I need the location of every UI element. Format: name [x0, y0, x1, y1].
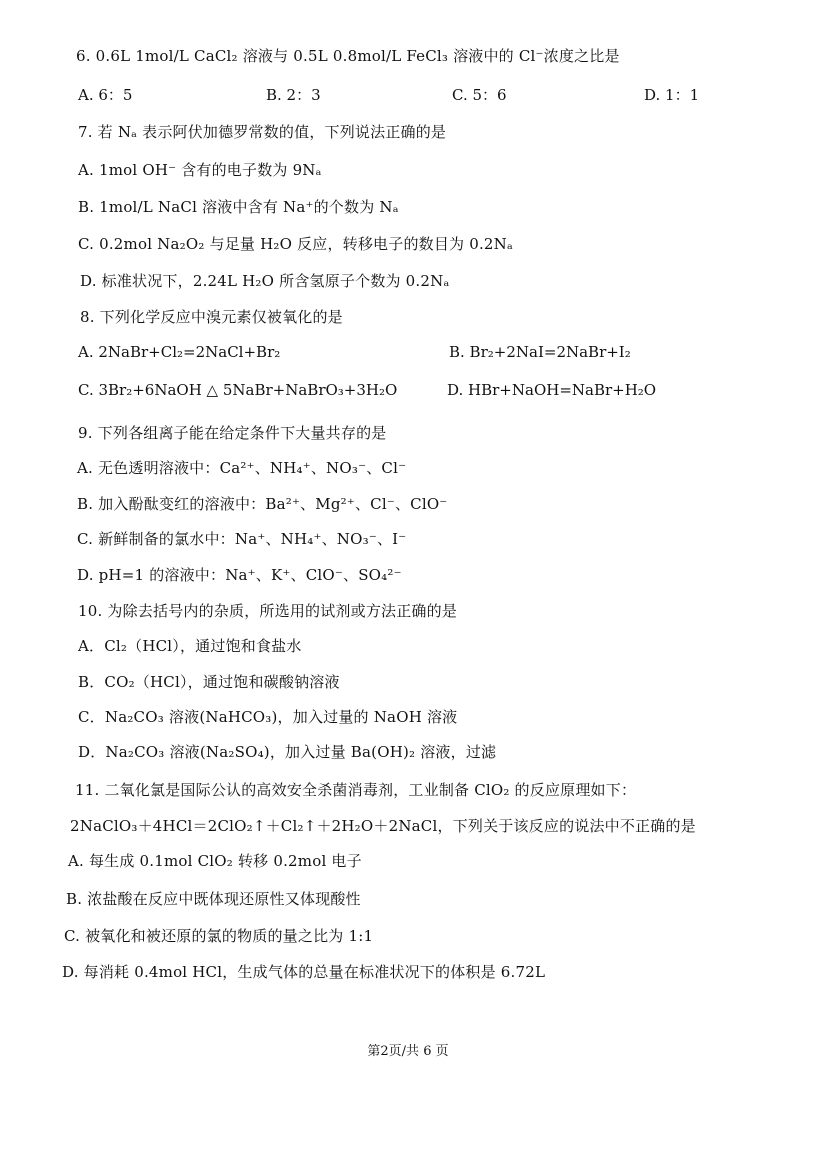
q8-option-d: D. HBr+NaOH=NaBr+H₂O: [447, 381, 657, 399]
q10-option-d: D．Na₂CO₃ 溶液(Na₂SO₄)，加入过量 Ba(OH)₂ 溶液，过滤: [78, 743, 497, 761]
q8-option-b: B. Br₂+2NaI=2NaBr+I₂: [449, 343, 631, 361]
q7-option-b: B. 1mol/L NaCl 溶液中含有 Na⁺的个数为 Nₐ: [78, 198, 399, 216]
q11-option-c: C. 被氧化和被还原的氯的物质的量之比为 1:1: [64, 927, 374, 945]
q8-stem: 8. 下列化学反应中溴元素仅被氧化的是: [80, 308, 343, 326]
q9-option-d: D. pH=1 的溶液中：Na⁺、K⁺、ClO⁻、SO₄²⁻: [77, 566, 402, 584]
q11-option-b: B. 浓盐酸在反应中既体现还原性又体现酸性: [66, 890, 361, 908]
q6-option-b: B. 2：3: [266, 86, 321, 104]
q6-option-c: C. 5：6: [452, 86, 507, 104]
q7-option-a: A. 1mol OH⁻ 含有的电子数为 9Nₐ: [78, 161, 322, 179]
q8-option-c: C. 3Br₂+6NaOH △ 5NaBr+NaBrO₃+3H₂O: [78, 381, 398, 399]
page-number: 第2页/共 6 页: [367, 1044, 449, 1059]
q11-option-a: A. 每生成 0.1mol ClO₂ 转移 0.2mol 电子: [68, 852, 362, 870]
q9-option-a: A. 无色透明溶液中：Ca²⁺、NH₄⁺、NO₃⁻、Cl⁻: [77, 459, 407, 477]
q6-option-d: D. 1：1: [644, 86, 700, 104]
q10-stem: 10. 为除去括号内的杂质，所选用的试剂或方法正确的是: [78, 602, 458, 620]
q7-option-c: C. 0.2mol Na₂O₂ 与足量 H₂O 反应，转移电子的数目为 0.2Nₐ: [78, 235, 513, 253]
q11-option-d: D. 每消耗 0.4mol HCl，生成气体的总量在标准状况下的体积是 6.72L: [62, 963, 546, 981]
q6-option-a: A. 6：5: [78, 86, 133, 104]
q7-option-d: D. 标准状况下，2.24L H₂O 所含氢原子个数为 0.2Nₐ: [80, 272, 450, 290]
q9-stem: 9. 下列各组离子能在给定条件下大量共存的是: [78, 424, 387, 442]
q10-option-b: B．CO₂（HCl），通过饱和碳酸钠溶液: [78, 673, 340, 691]
q11-stem: 11. 二氧化氯是国际公认的高效安全杀菌消毒剂，工业制备 ClO₂ 的反应原理如下：: [75, 781, 637, 799]
q6-stem: 6. 0.6L 1mol/L CaCl₂ 溶液与 0.5L 0.8mol/L FeCl₃ 溶液中的 Cl⁻浓度之比是: [76, 47, 620, 65]
q9-option-b: B. 加入酚酞变红的溶液中：Ba²⁺、Mg²⁺、Cl⁻、ClO⁻: [77, 495, 448, 513]
q9-option-c: C. 新鲜制备的氯水中：Na⁺、NH₄⁺、NO₃⁻、I⁻: [77, 530, 407, 548]
q8-option-a: A. 2NaBr+Cl₂=2NaCl+Br₂: [78, 343, 281, 361]
q10-option-c: C．Na₂CO₃ 溶液(NaHCO₃)，加入过量的 NaOH 溶液: [78, 708, 458, 726]
q11-equation: 2NaClO₃＋4HCl＝2ClO₂↑＋Cl₂↑＋2H₂O＋2NaCl，下列关于该反应的说法中不正确的是: [70, 817, 696, 835]
q7-stem: 7. 若 Nₐ 表示阿伏加德罗常数的值，下列说法正确的是: [78, 123, 447, 141]
q10-option-a: A．Cl₂（HCl），通过饱和食盐水: [78, 637, 302, 655]
